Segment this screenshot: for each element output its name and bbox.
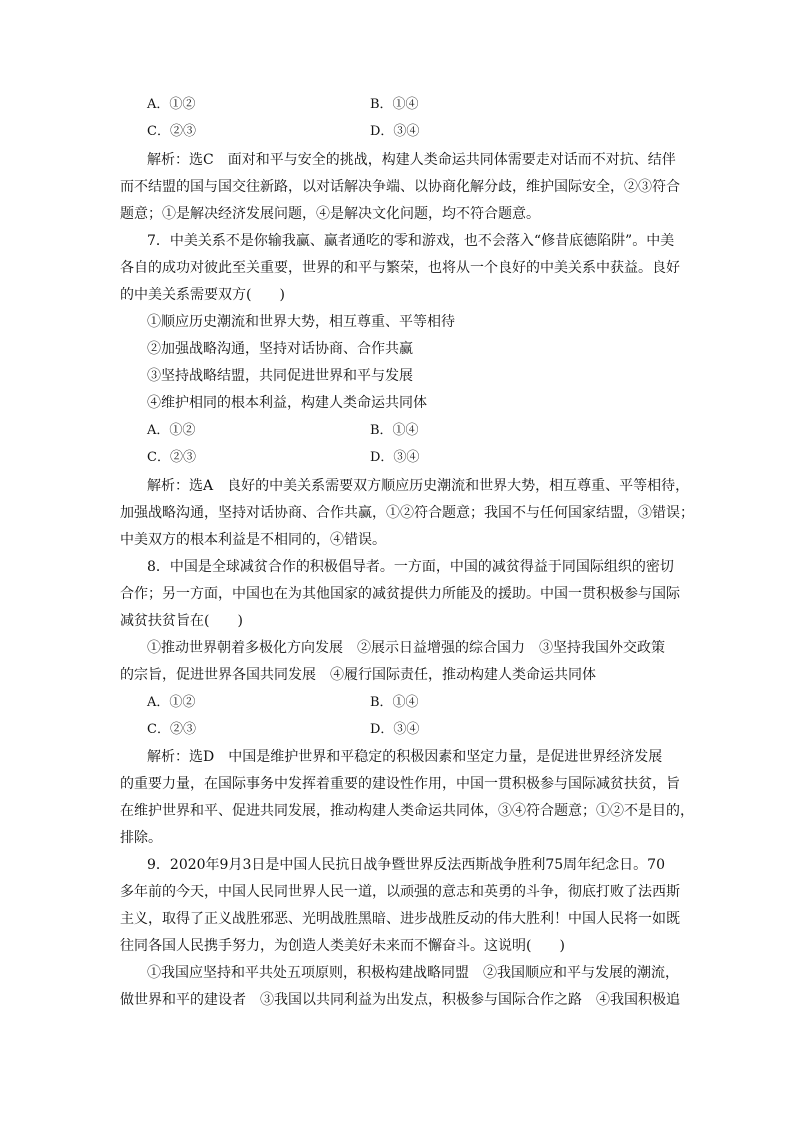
option-b: B．①④ [370,695,419,710]
option-b: B．①④ [370,97,419,112]
analysis-line: 题意；①是解决经济发展问题，④是解决文化问题，均不符合题意。 [120,206,540,222]
analysis-line: 解析：选A 良好的中美关系需要双方顺应历史潮流和世界大势，相互尊重、平等相待， [147,478,690,494]
choice-line: ②加强战略沟通，坚持对话协商、合作共赢 [147,341,413,357]
analysis-line: 在维护世界和平、促进共同发展，推动构建人类命运共同体，③④符合题意；①②不是目的， [120,803,694,819]
option-c: C．②③ [147,124,196,139]
question-stem-line: 各自的成功对彼此至关重要，世界的和平与繁荣，也将从一个良好的中美关系中获益。良好 [120,260,680,276]
options-row [147,421,647,441]
option-b: B．①④ [370,423,419,438]
analysis-line: 而不结盟的国与国交往新路，以对话解决争端、以协商化解分歧，维护国际安全，②③符合 [120,179,680,195]
options-row [147,448,647,468]
choice-line: 的宗旨，促进世界各国共同发展 ④履行国际责任，推动构建人类命运共同体 [120,667,596,683]
question-stem-line: 8．中国是全球减贫合作的积极倡导者。一方面，中国的减贫得益于同国际组织的密切 [147,559,674,575]
analysis-line: 排除。 [120,830,162,846]
options-row [147,122,647,142]
analysis-line: 解析：选C 面对和平与安全的挑战，构建人类命运共同体需要走对话而不对抗、结伴 [147,152,676,168]
option-d: D．③④ [370,124,420,139]
choice-line: ③坚持战略结盟，共同促进世界和平与发展 [147,368,413,384]
option-a: A．①② [147,695,196,710]
choice-line: ①推动世界朝着多极化方向发展 ②展示日益增强的综合国力 ③坚持我国外交政策 [147,640,665,656]
question-stem-line: 7．中美关系不是你输我赢、赢者通吃的零和游戏，也不会落入“修昔底德陷阱”。中美 [147,233,675,249]
option-a: A．①② [147,423,196,438]
analysis-line: 解析：选D 中国是维护世界和平稳定的积极因素和坚定力量，是促进世界经济发展 [147,749,663,765]
options-row [147,95,647,115]
question-stem-line: 合作；另一方面，中国也在为其他国家的减贫提供力所能及的援助。中国一贯积极参与国际 [120,586,680,602]
question-stem-line: 减贫扶贫旨在( ) [120,613,243,629]
option-c: C．②③ [147,722,196,737]
choice-line: 做世界和平的建设者 ③我国以共同利益为出发点，积极参与国际合作之路 ④我国积极追 [120,992,680,1008]
options-row [147,720,647,740]
question-stem-line: 的中美关系需要双方( ) [120,287,285,303]
analysis-line: 加强战略沟通，坚持对话协商、合作共赢，①②符合题意；我国不与任何国家结盟，③错误； [120,505,694,521]
choice-line: ④维护相同的根本利益，构建人类命运共同体 [147,395,427,411]
analysis-line: 中美双方的根本利益是不相同的，④错误。 [120,532,386,548]
choice-line: ①顺应历史潮流和世界大势，相互尊重、平等相待 [147,314,455,330]
options-row [147,693,647,713]
question-stem-line: 多年前的今天，中国人民同世界人民一道，以顽强的意志和英勇的斗争，彻底打败了法西斯 [120,884,680,900]
option-d: D．③④ [370,450,420,465]
question-stem-line: 往同各国人民携手努力，为创造人类美好未来而不懈奋斗。这说明( ) [120,938,565,954]
option-d: D．③④ [370,722,420,737]
option-a: A．①② [147,97,196,112]
question-stem-line: 主义，取得了正义战胜邪恶、光明战胜黑暗、进步战胜反动的伟大胜利！中国人民将一如既 [120,911,680,927]
option-c: C．②③ [147,450,196,465]
question-stem-line: 9．2020年9月3日是中国人民抗日战争暨世界反法西斯战争胜利75周年纪念日。70 [147,857,665,873]
choice-line: ①我国应坚持和平共处五项原则，积极构建战略同盟 ②我国顺应和平与发展的潮流， [147,965,679,981]
analysis-line: 的重要力量，在国际事务中发挥着重要的建设性作用，中国一贯积极参与国际减贫扶贫，旨 [120,776,680,792]
